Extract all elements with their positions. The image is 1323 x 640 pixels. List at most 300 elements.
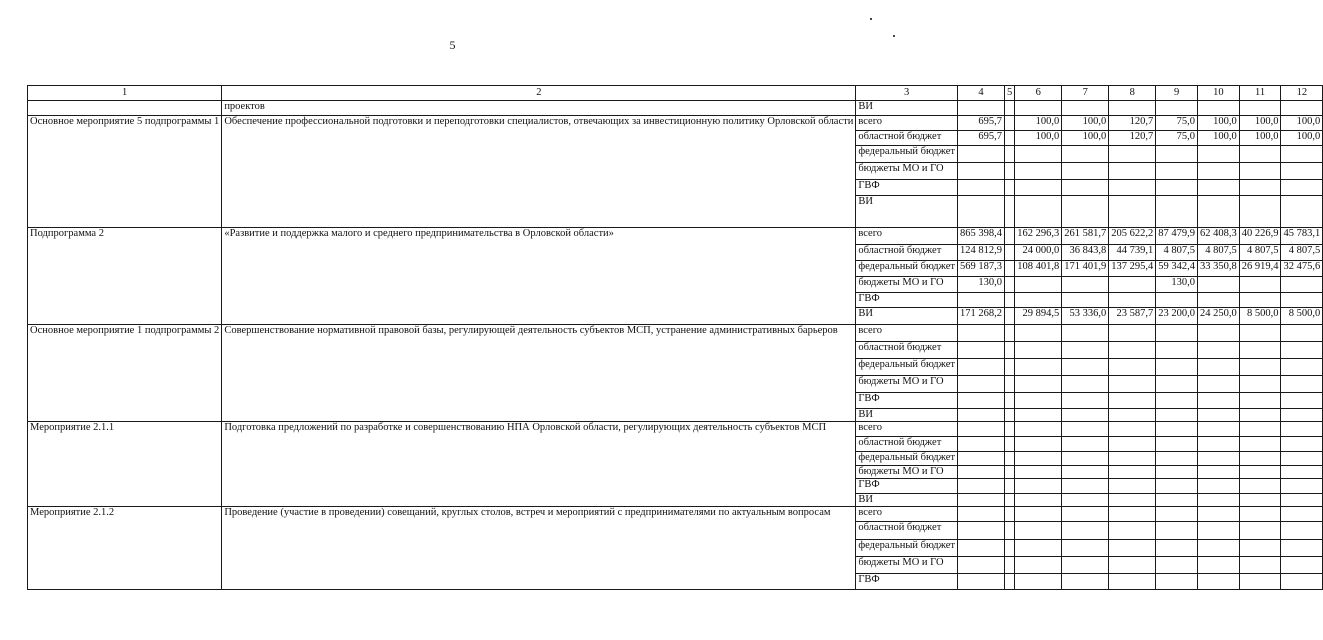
value-cell	[1281, 342, 1323, 359]
value-cell	[1004, 409, 1014, 422]
value-cell	[957, 163, 1004, 180]
header-cell: 8	[1109, 86, 1156, 101]
value-cell: 865 398,4	[957, 228, 1004, 245]
value-cell	[1004, 116, 1014, 131]
value-cell	[957, 393, 1004, 409]
value-cell	[1062, 101, 1109, 116]
value-cell	[1156, 494, 1198, 507]
program-description-cell: Обеспечение профессиональной подготовки и переподготовки специалистов, отвечающих за инвестиционную политику Орловской области	[222, 116, 856, 228]
value-cell	[1015, 101, 1062, 116]
value-cell	[1281, 196, 1323, 228]
value-cell	[957, 422, 1004, 437]
value-cell	[1062, 342, 1109, 359]
value-cell	[1004, 308, 1014, 325]
value-cell	[957, 452, 1004, 466]
value-cell	[1015, 325, 1062, 342]
value-cell	[1281, 393, 1323, 409]
value-cell	[1281, 507, 1323, 522]
funding-source-cell: областной бюджет	[856, 437, 958, 452]
value-cell: 120,7	[1109, 116, 1156, 131]
value-cell	[1156, 437, 1198, 452]
value-cell	[1281, 574, 1323, 590]
value-cell	[1239, 180, 1281, 196]
value-cell	[1015, 359, 1062, 376]
value-cell	[1281, 437, 1323, 452]
header-cell: 9	[1156, 86, 1198, 101]
value-cell	[1004, 522, 1014, 540]
funding-source-cell: федеральный бюджет	[856, 359, 958, 376]
value-cell	[1197, 452, 1239, 466]
value-cell	[1109, 540, 1156, 557]
value-cell	[1062, 479, 1109, 494]
value-cell	[1004, 228, 1014, 245]
value-cell	[1239, 452, 1281, 466]
funding-source-cell: ГВФ	[856, 180, 958, 196]
value-cell	[1015, 437, 1062, 452]
value-cell	[1239, 325, 1281, 342]
value-cell	[1004, 507, 1014, 522]
value-cell	[1281, 146, 1323, 163]
funding-source-cell: всего	[856, 228, 958, 245]
value-cell	[1239, 393, 1281, 409]
value-cell	[1062, 522, 1109, 540]
value-cell	[1197, 196, 1239, 228]
value-cell	[1197, 393, 1239, 409]
value-cell	[1197, 466, 1239, 479]
value-cell	[1197, 180, 1239, 196]
value-cell	[1015, 507, 1062, 522]
value-cell	[1004, 393, 1014, 409]
value-cell	[1062, 422, 1109, 437]
value-cell	[1062, 359, 1109, 376]
value-cell	[1239, 437, 1281, 452]
value-cell: 130,0	[957, 277, 1004, 293]
value-cell: 75,0	[1156, 116, 1198, 131]
value-cell: 33 350,8	[1197, 261, 1239, 277]
value-cell: 24 250,0	[1197, 308, 1239, 325]
value-cell	[1004, 437, 1014, 452]
value-cell: 100,0	[1239, 131, 1281, 146]
value-cell	[1109, 574, 1156, 590]
funding-source-cell: бюджеты МО и ГО	[856, 557, 958, 574]
value-cell	[1109, 557, 1156, 574]
value-cell	[1109, 101, 1156, 116]
funding-source-cell: бюджеты МО и ГО	[856, 376, 958, 393]
value-cell	[1062, 196, 1109, 228]
program-description-cell: Подготовка предложений по разработке и совершенствованию НПА Орловской области, регулирующих деятельность субъектов МСП	[222, 422, 856, 507]
value-cell	[1004, 422, 1014, 437]
value-cell	[1156, 325, 1198, 342]
value-cell	[1004, 101, 1014, 116]
value-cell	[1062, 574, 1109, 590]
value-cell	[1156, 342, 1198, 359]
value-cell: 75,0	[1156, 131, 1198, 146]
value-cell	[957, 507, 1004, 522]
value-cell	[1062, 393, 1109, 409]
value-cell: 137 295,4	[1109, 261, 1156, 277]
value-cell	[1004, 293, 1014, 308]
value-cell	[1015, 180, 1062, 196]
value-cell: 695,7	[957, 131, 1004, 146]
value-cell	[1109, 422, 1156, 437]
page-number: 5	[449, 38, 456, 52]
value-cell	[1281, 376, 1323, 393]
value-cell: 59 342,4	[1156, 261, 1198, 277]
header-cell: 11	[1239, 86, 1281, 101]
value-cell	[1156, 557, 1198, 574]
program-name-cell: Основное мероприятие 1 подпрограммы 2	[28, 325, 222, 422]
value-cell	[1015, 479, 1062, 494]
value-cell	[1281, 494, 1323, 507]
value-cell	[957, 540, 1004, 557]
value-cell	[1015, 393, 1062, 409]
value-cell	[1156, 393, 1198, 409]
header-cell: 3	[856, 86, 958, 101]
value-cell	[1239, 196, 1281, 228]
value-cell: 44 739,1	[1109, 245, 1156, 261]
funding-source-cell: ВИ	[856, 409, 958, 422]
funding-source-cell: бюджеты МО и ГО	[856, 163, 958, 180]
value-cell: 569 187,3	[957, 261, 1004, 277]
header-cell: 2	[222, 86, 856, 101]
value-cell	[1156, 409, 1198, 422]
value-cell: 100,0	[1197, 131, 1239, 146]
funding-row	[28, 325, 1323, 342]
value-cell	[1156, 522, 1198, 540]
value-cell	[1197, 163, 1239, 180]
value-cell: 162 296,3	[1015, 228, 1062, 245]
value-cell	[1197, 293, 1239, 308]
value-cell	[1004, 466, 1014, 479]
value-cell	[1239, 359, 1281, 376]
value-cell	[1156, 540, 1198, 557]
value-cell	[1015, 422, 1062, 437]
value-cell	[1109, 479, 1156, 494]
funding-source-cell: федеральный бюджет	[856, 452, 958, 466]
value-cell	[1281, 359, 1323, 376]
value-cell	[1239, 574, 1281, 590]
value-cell	[1062, 180, 1109, 196]
value-cell	[1004, 479, 1014, 494]
funding-source-cell: всего	[856, 422, 958, 437]
value-cell	[1197, 437, 1239, 452]
value-cell	[1109, 163, 1156, 180]
header-cell: 1	[28, 86, 222, 101]
header-cell: 6	[1015, 86, 1062, 101]
funding-source-cell: ВИ	[856, 494, 958, 507]
value-cell: 45 783,1	[1281, 228, 1323, 245]
funding-source-cell: областной бюджет	[856, 245, 958, 261]
value-cell	[957, 325, 1004, 342]
value-cell: 100,0	[1015, 131, 1062, 146]
value-cell	[1239, 277, 1281, 293]
value-cell	[957, 466, 1004, 479]
value-cell	[1156, 359, 1198, 376]
value-cell	[1015, 146, 1062, 163]
value-cell	[1062, 163, 1109, 180]
value-cell: 32 475,6	[1281, 261, 1323, 277]
value-cell	[1109, 522, 1156, 540]
value-cell	[1197, 342, 1239, 359]
value-cell	[1197, 557, 1239, 574]
value-cell	[1015, 494, 1062, 507]
header-cell: 10	[1197, 86, 1239, 101]
value-cell	[1004, 325, 1014, 342]
value-cell	[1015, 574, 1062, 590]
value-cell	[1197, 422, 1239, 437]
value-cell	[1239, 557, 1281, 574]
value-cell	[1239, 342, 1281, 359]
value-cell	[957, 557, 1004, 574]
value-cell	[1109, 359, 1156, 376]
value-cell	[1239, 522, 1281, 540]
value-cell	[1197, 325, 1239, 342]
value-cell	[1004, 180, 1014, 196]
value-cell: 62 408,3	[1197, 228, 1239, 245]
value-cell: 8 500,0	[1281, 308, 1323, 325]
value-cell: 100,0	[1281, 116, 1323, 131]
value-cell: 100,0	[1015, 116, 1062, 131]
funding-source-cell: ГВФ	[856, 393, 958, 409]
value-cell	[957, 479, 1004, 494]
value-cell	[1015, 376, 1062, 393]
value-cell	[1156, 293, 1198, 308]
value-cell	[1197, 522, 1239, 540]
value-cell	[1004, 540, 1014, 557]
header-cell: 7	[1062, 86, 1109, 101]
value-cell	[1197, 409, 1239, 422]
value-cell: 29 894,5	[1015, 308, 1062, 325]
value-cell: 4 807,5	[1156, 245, 1198, 261]
value-cell	[1156, 479, 1198, 494]
value-cell	[1281, 452, 1323, 466]
value-cell: 4 807,5	[1281, 245, 1323, 261]
value-cell	[1004, 557, 1014, 574]
value-cell: 100,0	[1281, 131, 1323, 146]
program-description-cell: «Развитие и поддержка малого и среднего предпринимательства в Орловской области»	[222, 228, 856, 325]
value-cell	[1062, 376, 1109, 393]
value-cell	[1015, 277, 1062, 293]
value-cell	[1109, 494, 1156, 507]
value-cell: 40 226,9	[1239, 228, 1281, 245]
value-cell	[1239, 422, 1281, 437]
value-cell	[1156, 466, 1198, 479]
value-cell: 120,7	[1109, 131, 1156, 146]
funding-source-cell: бюджеты МО и ГО	[856, 466, 958, 479]
value-cell	[1015, 557, 1062, 574]
funding-source-cell: бюджеты МО и ГО	[856, 277, 958, 293]
value-cell	[1109, 376, 1156, 393]
value-cell	[1197, 494, 1239, 507]
value-cell: 100,0	[1062, 116, 1109, 131]
value-cell	[1156, 452, 1198, 466]
value-cell	[1004, 131, 1014, 146]
program-name-cell: Основное мероприятие 5 подпрограммы 1	[28, 116, 222, 228]
value-cell	[1197, 507, 1239, 522]
value-cell	[957, 196, 1004, 228]
value-cell: 108 401,8	[1015, 261, 1062, 277]
value-cell	[957, 146, 1004, 163]
value-cell: 695,7	[957, 116, 1004, 131]
value-cell	[1109, 437, 1156, 452]
value-cell	[1281, 180, 1323, 196]
funding-source-cell: ВИ	[856, 196, 958, 228]
value-cell	[1239, 507, 1281, 522]
value-cell: 4 807,5	[1197, 245, 1239, 261]
value-cell	[957, 574, 1004, 590]
value-cell	[1004, 245, 1014, 261]
value-cell	[1281, 293, 1323, 308]
funding-source-cell: ГВФ	[856, 293, 958, 308]
value-cell: 100,0	[1062, 131, 1109, 146]
value-cell	[1062, 293, 1109, 308]
value-cell	[1197, 479, 1239, 494]
value-cell	[1109, 466, 1156, 479]
program-name-cell	[28, 101, 222, 116]
program-description-cell: Совершенствование нормативной правовой базы, регулирующей деятельность субъектов МСП, устранение административных барьеров	[222, 325, 856, 422]
value-cell	[1156, 163, 1198, 180]
value-cell	[1281, 466, 1323, 479]
value-cell	[1004, 452, 1014, 466]
funding-source-cell: ВИ	[856, 308, 958, 325]
value-cell	[1004, 146, 1014, 163]
funding-source-cell: всего	[856, 325, 958, 342]
value-cell	[1004, 359, 1014, 376]
value-cell	[1015, 293, 1062, 308]
value-cell: 26 919,4	[1239, 261, 1281, 277]
header-cell: 4	[957, 86, 1004, 101]
funding-source-cell: федеральный бюджет	[856, 540, 958, 557]
value-cell: 130,0	[1156, 277, 1198, 293]
scan-speck	[893, 35, 895, 37]
funding-row	[28, 228, 1323, 245]
value-cell	[1156, 101, 1198, 116]
value-cell	[1109, 196, 1156, 228]
value-cell	[957, 293, 1004, 308]
value-cell	[1109, 409, 1156, 422]
value-cell: 261 581,7	[1062, 228, 1109, 245]
program-description-cell: проектов	[222, 101, 856, 116]
value-cell	[1156, 422, 1198, 437]
value-cell: 100,0	[1197, 116, 1239, 131]
header-cell: 12	[1281, 86, 1323, 101]
value-cell: 171 268,2	[957, 308, 1004, 325]
value-cell	[1109, 180, 1156, 196]
scan-speck	[870, 18, 872, 20]
value-cell: 36 843,8	[1062, 245, 1109, 261]
value-cell	[957, 522, 1004, 540]
value-cell	[1062, 437, 1109, 452]
value-cell	[1004, 277, 1014, 293]
value-cell	[1004, 342, 1014, 359]
value-cell	[1062, 452, 1109, 466]
value-cell: 100,0	[1239, 116, 1281, 131]
funding-row	[28, 507, 1323, 522]
funding-source-cell: всего	[856, 507, 958, 522]
funding-source-cell: областной бюджет	[856, 342, 958, 359]
funding-row	[28, 422, 1323, 437]
funding-source-cell: областной бюджет	[856, 522, 958, 540]
value-cell	[1004, 196, 1014, 228]
value-cell	[1015, 522, 1062, 540]
value-cell	[1281, 540, 1323, 557]
value-cell	[1197, 376, 1239, 393]
value-cell	[1062, 409, 1109, 422]
header-row	[28, 86, 1323, 101]
value-cell: 87 479,9	[1156, 228, 1198, 245]
value-cell	[1197, 277, 1239, 293]
value-cell	[1281, 522, 1323, 540]
program-name-cell: Подпрограмма 2	[28, 228, 222, 325]
value-cell	[957, 359, 1004, 376]
value-cell	[1197, 540, 1239, 557]
funding-row	[28, 116, 1323, 131]
value-cell	[1239, 146, 1281, 163]
value-cell	[1239, 376, 1281, 393]
value-cell	[957, 494, 1004, 507]
funding-source-cell: федеральный бюджет	[856, 261, 958, 277]
value-cell	[1156, 146, 1198, 163]
value-cell	[1281, 557, 1323, 574]
value-cell	[1109, 342, 1156, 359]
value-cell	[1004, 261, 1014, 277]
value-cell: 205 622,2	[1109, 228, 1156, 245]
value-cell: 23 587,7	[1109, 308, 1156, 325]
value-cell: 4 807,5	[1239, 245, 1281, 261]
funding-source-cell: федеральный бюджет	[856, 146, 958, 163]
value-cell	[1239, 540, 1281, 557]
value-cell	[1109, 325, 1156, 342]
value-cell	[1004, 574, 1014, 590]
value-cell	[1281, 101, 1323, 116]
value-cell	[1109, 277, 1156, 293]
program-description-cell: Проведение (участие в проведении) совещаний, круглых столов, встреч и мероприятий с предпринимателями по актуальным вопросам	[222, 507, 856, 590]
value-cell	[1004, 494, 1014, 507]
value-cell	[1281, 422, 1323, 437]
value-cell	[1239, 466, 1281, 479]
value-cell	[1281, 163, 1323, 180]
value-cell	[957, 342, 1004, 359]
program-name-cell: Мероприятие 2.1.1	[28, 422, 222, 507]
value-cell	[1156, 196, 1198, 228]
value-cell	[1281, 409, 1323, 422]
value-cell	[1239, 479, 1281, 494]
value-cell	[1239, 494, 1281, 507]
value-cell: 23 200,0	[1156, 308, 1198, 325]
value-cell	[957, 180, 1004, 196]
value-cell	[1156, 180, 1198, 196]
value-cell	[1281, 479, 1323, 494]
value-cell: 8 500,0	[1239, 308, 1281, 325]
funding-source-cell: ГВФ	[856, 574, 958, 590]
value-cell	[1109, 507, 1156, 522]
value-cell	[1239, 409, 1281, 422]
value-cell	[1015, 466, 1062, 479]
value-cell	[1197, 359, 1239, 376]
funding-source-cell: областной бюджет	[856, 131, 958, 146]
value-cell	[1004, 376, 1014, 393]
value-cell	[1062, 325, 1109, 342]
value-cell	[957, 437, 1004, 452]
value-cell	[1062, 494, 1109, 507]
value-cell	[957, 409, 1004, 422]
value-cell	[1239, 101, 1281, 116]
value-cell	[1062, 466, 1109, 479]
value-cell	[1062, 146, 1109, 163]
value-cell	[1109, 146, 1156, 163]
value-cell	[1062, 540, 1109, 557]
value-cell	[1109, 452, 1156, 466]
